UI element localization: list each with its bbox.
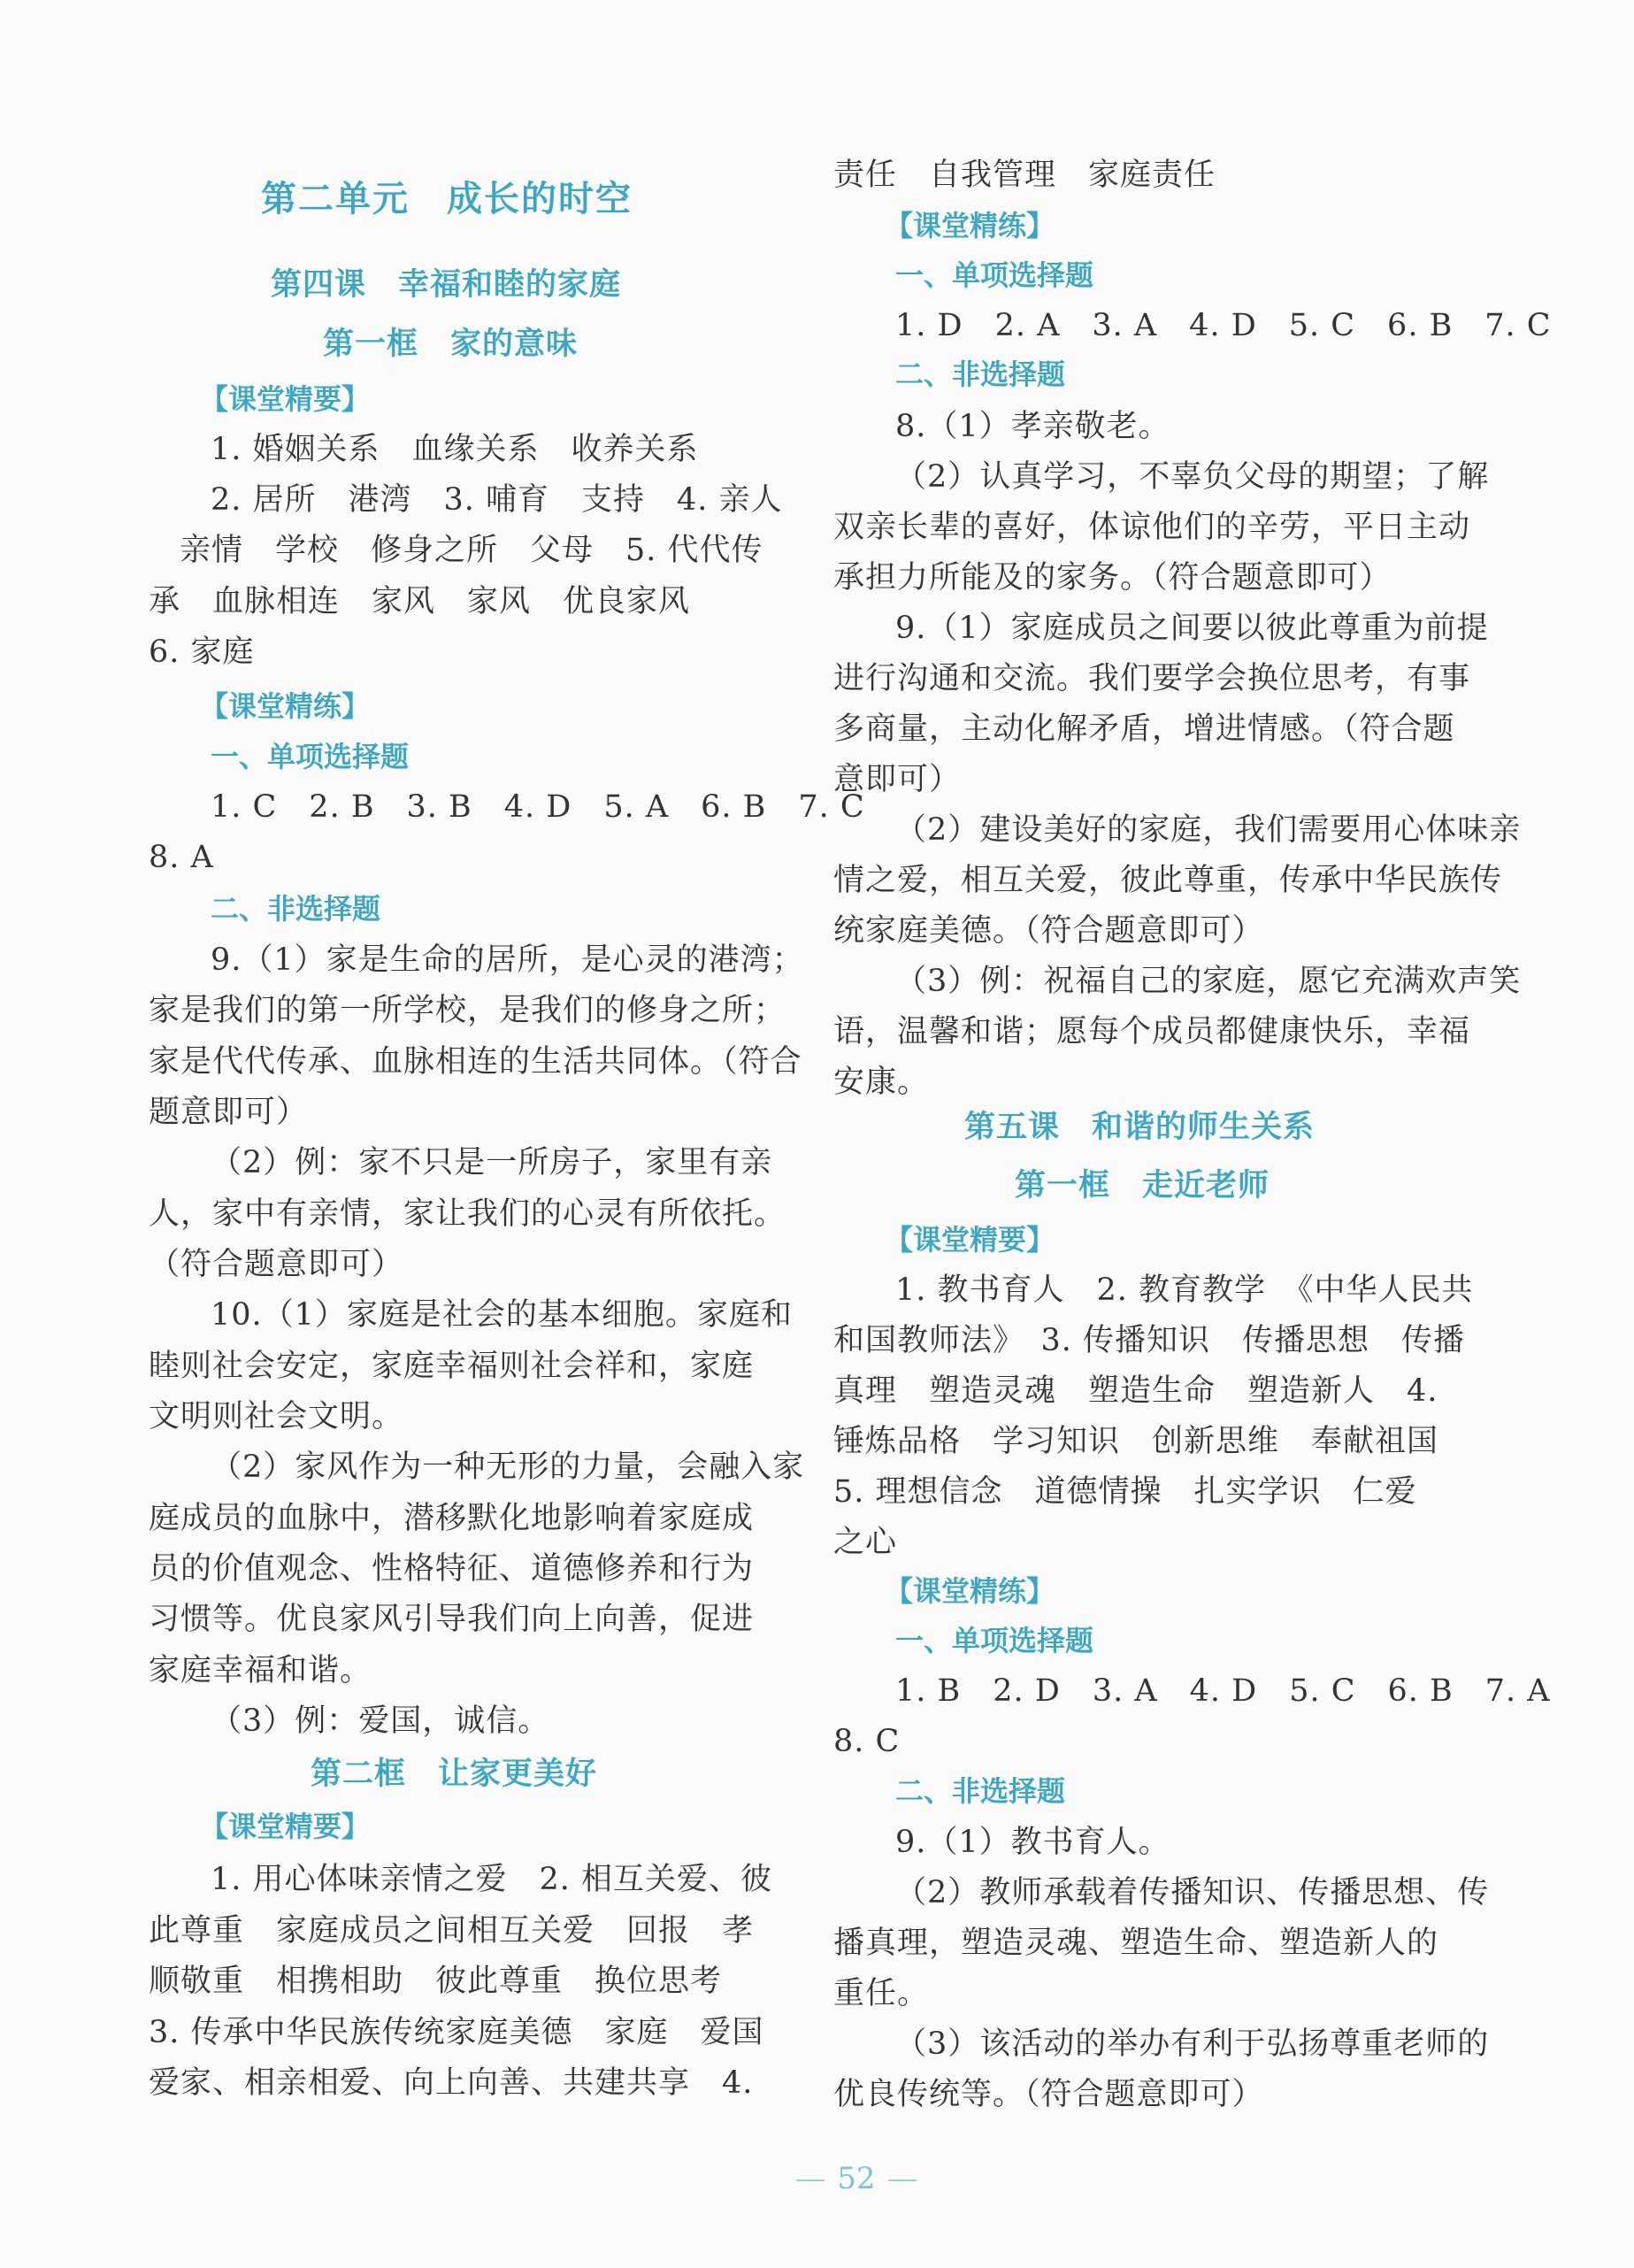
text-line: 语，温馨和谐；愿每个成员都健康快乐，幸福 (833, 1014, 1471, 1049)
text-line: 员的价值观念、性格特征、道德修养和行为 (149, 1551, 755, 1587)
lesson-title: 第四课 幸福和睦的家庭 (271, 267, 622, 303)
unit-title: 第二单元 成长的时空 (261, 179, 633, 219)
page-number-dash-left (796, 2180, 825, 2181)
text-line: 家是代代传承、血脉相连的生活共同体。（符合 (149, 1044, 802, 1080)
text-line: 优良传统等。（符合题意即可） (833, 2077, 1264, 2112)
text-line: （3）该活动的举办有利于弘扬尊重老师的 (895, 2026, 1490, 2062)
section-tag: 【课堂精要】 (885, 1223, 1055, 1257)
text-line: 5. 理想信念 道德情操 扎实学识 仁爱 (833, 1474, 1417, 1510)
text-line: 庭成员的血脉中，潜移默化地影响着家庭成 (149, 1501, 755, 1536)
text-line: 播真理，塑造灵魂、塑造生命、塑造新人的 (833, 1926, 1439, 1961)
question-type: 二、非选择题 (895, 357, 1066, 391)
question-type: 一、单项选择题 (895, 258, 1094, 292)
text-line: 真理 塑造灵魂 塑造生命 塑造新人 4. (833, 1373, 1438, 1409)
text-line: 习惯等。优良家风引导我们向上向善，促进 (149, 1602, 755, 1637)
text-line: 9.（1）家庭成员之间要以彼此尊重为前提 (895, 611, 1489, 646)
text-line: 9.（1）家是生命的居所，是心灵的港湾； (211, 942, 804, 978)
text-line: 9.（1）教书育人。 (895, 1825, 1170, 1860)
text-line: 和国教师法》 3. 传播知识 传播思想 传播 (833, 1323, 1466, 1358)
answer-line: 8. A (149, 840, 214, 875)
text-line: 承担力所能及的家务。（符合题意即可） (833, 560, 1392, 596)
section-tag: 【课堂精练】 (885, 209, 1055, 242)
text-line: 意即可） (833, 762, 962, 797)
text-line: 双亲长辈的喜好，体谅他们的辛劳，平日主动 (833, 510, 1471, 545)
text-line: （3）例：祝福自己的家庭，愿它充满欢声笑 (895, 964, 1522, 999)
text-line: 睦则社会安定，家庭幸福则社会祥和，家庭 (149, 1349, 755, 1384)
text-line: 1. 教书育人 2. 教育教学 《中华人民共 (895, 1272, 1474, 1308)
text-line: 情之爱，相互关爱，彼此尊重，传承中华民族传 (833, 863, 1503, 898)
section-tag: 【课堂精练】 (885, 1574, 1055, 1608)
lesson-title: 第五课 和谐的师生关系 (964, 1110, 1316, 1145)
page-number (746, 2126, 887, 2232)
frame-title: 第一框 走近老师 (1015, 1168, 1270, 1203)
question-type: 二、非选择题 (211, 892, 381, 926)
text-line: 重任。 (833, 1976, 930, 2011)
text-line: （2）认真学习，不辜负父母的期望；了解 (895, 459, 1490, 495)
text-line: 锤炼品格 学习知识 创新思维 奉献祖国 (833, 1424, 1439, 1459)
answer-line: 1. B 2. D 3. A 4. D 5. C 6. B 7. A (895, 1673, 1551, 1709)
text-line: 此尊重 家庭成员之间相互关爱 回报 孝 (149, 1913, 755, 1949)
text-line: 2. 居所 港湾 3. 哺育 支持 4. 亲人 (211, 482, 783, 518)
text-line: 爱家、相亲相爱、向上向善、共建共享 4. (149, 2065, 754, 2101)
question-type: 二、非选择题 (895, 1774, 1066, 1808)
text-line: 题意即可） (149, 1095, 309, 1130)
text-line: 顺敬重 相携相助 彼此尊重 换位思考 (149, 1964, 723, 1999)
text-line: 亲情 学校 修身之所 父母 5. 代代传 (180, 533, 763, 568)
text-line: 进行沟通和交流。我们要学会换位思考，有事 (833, 661, 1471, 696)
text-line: 6. 家庭 (149, 634, 255, 670)
text-line: （2）家风作为一种无形的力量，会融入家 (211, 1449, 805, 1485)
text-line: （符合题意即可） (149, 1247, 404, 1282)
question-type: 一、单项选择题 (211, 740, 410, 773)
question-type: 一、单项选择题 (895, 1624, 1094, 1657)
text-line: 承 血脉相连 家风 家风 优良家风 (149, 584, 691, 619)
answer-line: 1. D 2. A 3. A 4. D 5. C 6. B 7. C (895, 308, 1552, 343)
text-line: 安康。 (833, 1065, 930, 1100)
text-line: 家是我们的第一所学校，是我们的修身之所； (149, 993, 786, 1028)
section-tag: 【课堂精要】 (200, 1810, 371, 1843)
text-line: 责任 自我管理 家庭责任 (833, 158, 1216, 193)
text-line: 8.（1）孝亲敬老。 (895, 409, 1170, 444)
section-tag: 【课堂精练】 (200, 689, 371, 723)
page-number-value: 52 (837, 2161, 876, 2196)
text-line: 文明则社会文明。 (149, 1399, 404, 1434)
frame-title: 第一框 家的意味 (323, 327, 579, 362)
text-line: （2）建设美好的家庭，我们需要用心体味亲 (895, 812, 1522, 848)
frame-title: 第二框 让家更美好 (311, 1757, 598, 1792)
text-line: 统家庭美德。（符合题意即可） (833, 913, 1264, 949)
text-line: 人，家中有亲情，家让我们的心灵有所依托。 (149, 1196, 786, 1232)
text-line: 1. 用心体味亲情之爱 2. 相互关爱、彼 (211, 1862, 773, 1897)
section-tag: 【课堂精要】 (200, 382, 371, 416)
text-line: （3）例：爱国，诚信。 (211, 1703, 550, 1739)
text-line: 之心 (833, 1525, 898, 1560)
text-line: （2）例：家不只是一所房子，家里有亲 (211, 1145, 773, 1180)
text-line: （2）教师承载着传播知识、传播思想、传 (895, 1875, 1490, 1911)
answer-line: 8. C (833, 1724, 901, 1759)
text-line: 家庭幸福和谐。 (149, 1653, 372, 1688)
page-number-dash-right (888, 2180, 917, 2181)
text-line: 多商量，主动化解矛盾，增进情感。（符合题 (833, 711, 1455, 747)
text-line: 10.（1）家庭是社会的基本细胞。家庭和 (211, 1297, 793, 1333)
text-line: 3. 传承中华民族传统家庭美德 家庭 爱国 (149, 2015, 764, 2050)
text-line: 1. 婚姻关系 血缘关系 收养关系 (211, 432, 699, 467)
answer-line: 1. C 2. B 3. B 4. D 5. A 6. B 7. C (211, 789, 865, 825)
